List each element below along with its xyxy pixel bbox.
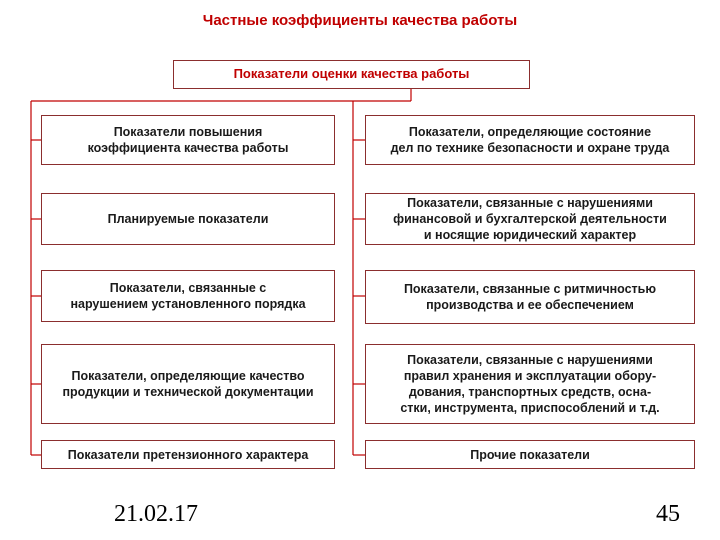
footer-date: 21.02.17 <box>114 501 198 527</box>
left-box-4: Показатели, определяющие качество продукции и технической документации <box>41 344 335 424</box>
left-box-2: Планируемые показатели <box>41 193 335 245</box>
slide-title: Частные коэффициенты качества работы <box>202 12 518 29</box>
left-box-1: Показатели повышения коэффициента качества работы <box>41 115 335 165</box>
right-box-1: Показатели, определяющие состояние дел по технике безопасности и охране труда <box>365 115 695 165</box>
right-box-2: Показатели, связанные с нарушениями финансовой и бухгалтерской деятельности и носящие юридический характер <box>365 193 695 245</box>
root-box: Показатели оценки качества работы <box>173 60 530 89</box>
right-box-5: Прочие показатели <box>365 440 695 469</box>
right-box-4: Показатели, связанные с нарушениями правил хранения и эксплуатации обору- дования, транспортных средств, осна- стки, инструмента, приспособлений и т.д. <box>365 344 695 424</box>
footer-page-number: 45 <box>656 501 680 527</box>
left-box-5: Показатели претензионного характера <box>41 440 335 469</box>
left-box-3: Показатели, связанные с нарушением установленного порядка <box>41 270 335 322</box>
right-box-3: Показатели, связанные с ритмичностью производства и ее обеспечением <box>365 270 695 324</box>
